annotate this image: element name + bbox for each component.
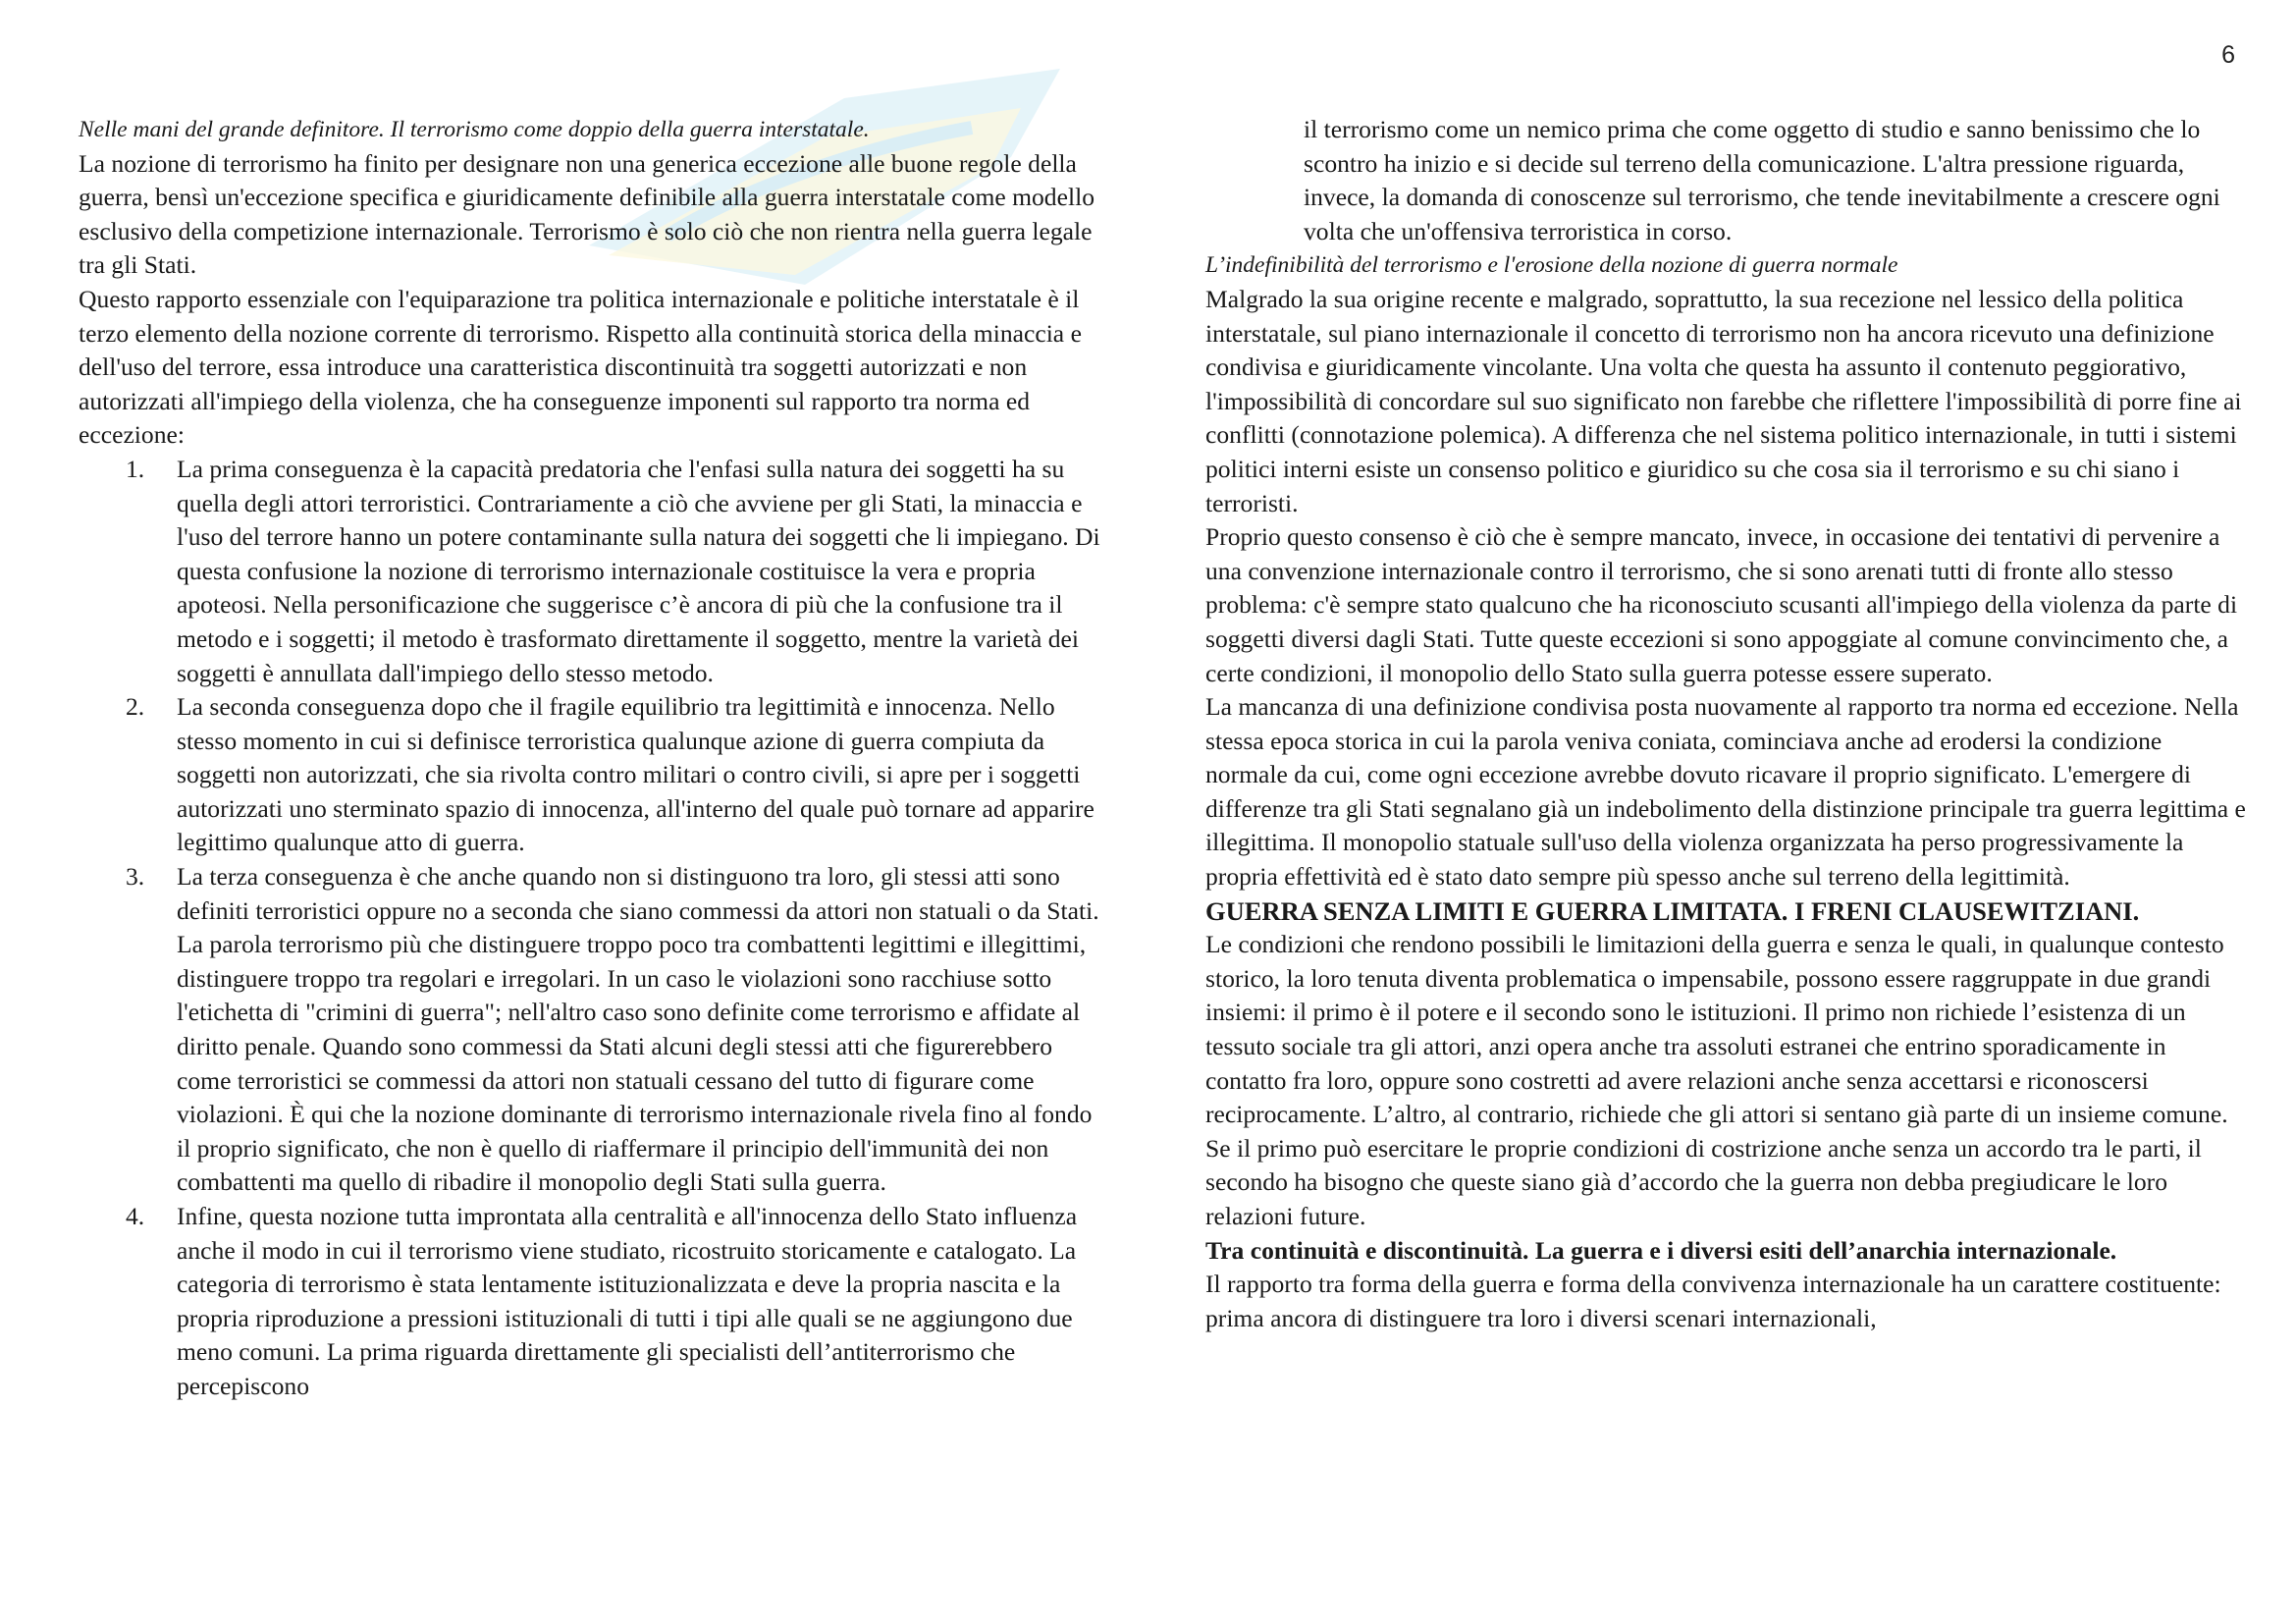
consequences-list [79, 453, 1109, 1404]
paragraph: Questo rapporto essenziale con l'equiparazione tra politica internazionale e politiche interstatale è il terzo elemento della nozione corrente di terrorismo. Rispetto alla continuità storica della minaccia e dell'uso del terrore, essa introduce una caratteristica discontinuità tra soggetti autorizzati e non autorizzati all'impiego della violenza, che ha conseguenze imponenti sul rapporto tra norma ed eccezione: [79, 284, 1082, 450]
list-item-text: La terza conseguenza è che anche quando non si distinguono tra loro, gli stessi atti sono definiti terroristici oppure no a seconda che siano commessi da attori non statuali o da Stati. La parola terrorismo più che distinguere troppo poco tra combattenti legittimi e illegittimi, distinguere troppo tra regolari e irregolari. In un caso le violazioni sono racchiuse sotto l'etichetta di "crimini di guerra"; nell'altro caso sono definite come terrorismo e affidate al diritto penale. Quando sono commessi da Stati alcuni degli stessi atti che figurerebbero come terroristici se commessi da attori non statuali cessano del tutto di figurare come violazioni. È qui che la nozione dominante di terrorismo internazionale rivela fino al fondo il proprio significato, che non è quello di riaffermare il principio dell'immunità dei non combattenti ma quello di ribadire il monopolio degli Stati sulla guerra. [177, 862, 1099, 1197]
list-item-text: Infine, questa nozione tutta improntata alla centralità e all'innocenza dello Stato influenza anche il modo in cui il terrorismo viene studiato, ricostruito storicamente e catalogato. La categoria di terrorismo è stata lentamente istituzionalizzata e deve la propria nascita e la propria riproduzione a pressioni istituzionali di tutti i tipi alle quali se ne aggiungono due meno comuni. La prima riguarda direttamente gli specialisti dell’antiterrorismo che percepiscono [177, 1202, 1078, 1400]
list-item-number: 3. [126, 862, 145, 892]
list-item [79, 860, 1109, 1200]
list-item-number: 4. [126, 1202, 145, 1230]
right-column [1205, 113, 2248, 1335]
list-item-number: 2. [126, 692, 145, 722]
section-heading: Tra continuità e discontinuità. La guerra e i diversi esiti dell’anarchia internazionale. [1205, 1235, 2117, 1265]
section-heading: GUERRA SENZA LIMITI E GUERRA LIMITATA. I FRENI CLAUSEWITZIANI. [1205, 895, 2140, 926]
left-column [79, 113, 1109, 1404]
paragraph: La nozione di terrorismo ha finito per designare non una generica eccezione alle buone regole della guerra, bensì un'eccezione specifica e giuridicamente definibile alla guerra interstatale come modello esclusivo della competizione internazionale. Terrorismo è solo ciò che non rientra nella guerra legale tra gli Stati. [79, 148, 1095, 280]
paragraph: Malgrado la sua origine recente e malgrado, soprattutto, la sua recezione nel lessico della politica interstatale, sul piano internazionale il concetto di terrorismo non ha ancora ricevuto una definizione condivisa e giuridicamente vincolante. Una volta che questa ha assunto il contenuto peggiorativo, l'impossibilità di concordare sul suo significato non farebbe che riflettere l'impossibilità di porre fine ai conflitti (connotazione polemica). A differenza che nel sistema politico internazionale, in tutti i sistemi politici interni esiste un consenso politico e giuridico su che cosa sia il terrorismo e su chi siano i terroristi. [1205, 284, 2242, 517]
list-item-text: La prima conseguenza è la capacità predatoria che l'enfasi sulla natura dei soggetti ha su quella degli attori terroristici. Contrariamente a ciò che avviene per gli Stati, la minaccia e l'uso del terrore hanno un potere contaminante sulla natura dei soggetti che li impiegano. Di questa confusione la nozione di terrorismo internazionale costituisce la vera e propria apoteosi. Nella personificazione che suggerisce c’è ancora di più che la confusione tra il metodo e i soggetti; il metodo è trasformato direttamente il soggetto, mentre la varietà dei soggetti è annullata dall'impiego dello stesso metodo. [177, 454, 1100, 687]
paragraph: La mancanza di una definizione condivisa posta nuovamente al rapporto tra norma ed eccezione. Nella stessa epoca storica in cui la parola veniva coniata, cominciava anche ad erodersi la condizione normale da cui, come ogni eccezione avrebbe dovuto ricavare il proprio significato. L'emergere di differenze tra gli Stati segnalano già un indebolimento della distinzione principale tra guerra legittima e illegittima. Il monopolio statuale sull'uso della violenza organizzata ha perso progressivamente la propria effettività ed è stato dato sempre più spesso anche sul terreno della legittimità. [1205, 692, 2246, 892]
paragraph: Il rapporto tra forma della guerra e forma della convivenza internazionale ha un carattere costituente: prima ancora di distinguere tra loro i diversi scenari internazionali, [1205, 1270, 2221, 1332]
section-subheading: Nelle mani del grande definitore. Il terrorismo come doppio della guerra interstatale. [79, 117, 870, 142]
list-item-number: 1. [126, 454, 145, 483]
paragraph: Proprio questo consenso è ciò che è sempre mancato, invece, in occasione dei tentativi di pervenire a una convenzione internazionale contro il terrorismo, che si sono arenati tutti di fronte allo stesso problema: c'è sempre stato qualcuno che ha riconosciuto scusanti all'impiego della violenza da parte di soggetti diversi dagli Stati. Tutte queste eccezioni si sono appoggiate al comune convincimento che, a certe condizioni, il monopolio dello Stato sulla guerra potesse essere superato. [1205, 522, 2238, 687]
paragraph: Le condizioni che rendono possibili le limitazioni della guerra e senza le quali, in qualunque contesto storico, la loro tenuta diventa problematica o impensabile, possono essere raggruppate in due grandi insiemi: il primo è il potere e il secondo sono le istituzioni. Il primo non richiede l’esistenza di un tessuto sociale tra gli attori, anzi opera anche tra assoluti estranei che entrino sporadicamente in contatto fra loro, oppure sono costretti ad avere relazioni anche senza accettarsi e riconoscersi reciprocamente. L’altro, al contrario, richiede che gli attori si sentano già parte di un insieme comune. Se il primo può esercitare le proprie condizioni di costrizione anche senza un accordo tra le parti, il secondo ha bisogno che queste siano già d’accordo che la guerra non debba pregiudicare le loro relazioni future. [1205, 930, 2228, 1230]
page-number: 6 [2221, 41, 2235, 69]
section-subheading: L’indefinibilità del terrorismo e l'erosione della nozione di guerra normale [1205, 252, 1898, 279]
list-item-continuation: il terrorismo come un nemico prima che come oggetto di studio e sanno benissimo che lo scontro ha inizio e si decide sul terreno della comunicazione. L'altra pressione riguarda, invece, la domanda di conoscenze sul terrorismo, che tende inevitabilmente a crescere ogni volta che un'offensiva terroristica in corso. [1304, 115, 2220, 245]
list-item-text: La seconda conseguenza dopo che il fragile equilibrio tra legittimità e innocenza. Nello stesso momento in cui si definisce terroristica qualunque azione di guerra compiuta da soggetti non autorizzati, che sia rivolta contro militari o contro civili, si apre per i soggetti autorizzati uno sterminato spazio di innocenza, all'interno del quale può tornare ad apparire legittimo qualunque atto di guerra. [177, 692, 1095, 857]
list-item [79, 1200, 1109, 1404]
list-item [79, 453, 1109, 690]
list-item [79, 690, 1109, 860]
